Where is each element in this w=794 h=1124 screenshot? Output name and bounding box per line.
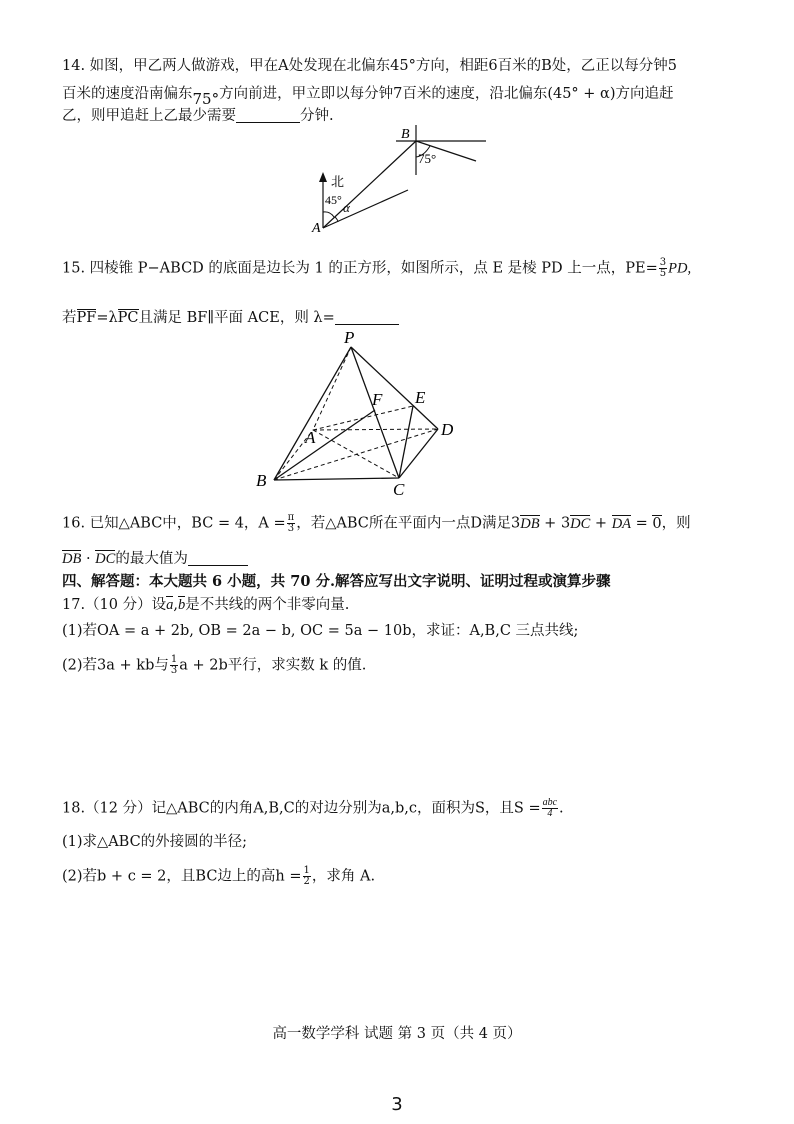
q16-text: + 3 [539, 515, 571, 532]
q15-text: PD, [668, 260, 692, 277]
page-number: 3 [391, 1094, 403, 1115]
frac-pi-3: $\frac{\pi}{3}$ [287, 512, 295, 534]
q14-figure [300, 120, 500, 245]
segment-ae [313, 406, 413, 430]
segment-ce [399, 406, 413, 478]
vector-db: DB [520, 515, 540, 532]
frac-1-2: $\frac{1}{2}$ [303, 865, 310, 887]
q15-text: =λ [96, 310, 118, 326]
q15-text: 若 [62, 310, 77, 326]
edge-pb [274, 347, 351, 480]
edge-ad [313, 429, 438, 430]
q18-text: . [559, 800, 564, 817]
q16-line-1 [62, 513, 691, 534]
edge-bc [274, 478, 399, 480]
answer-blank [335, 308, 399, 325]
vector-da: DA [611, 515, 632, 532]
q14-text: 乙，则甲追赶上乙最少需要 [62, 108, 236, 124]
q14-line-1: 14. 如图，甲乙两人做游戏，甲在A处发现在北偏东45°方向，相距6百米的B处，乙正以每分钟5 [62, 58, 677, 74]
label-alpha: α [343, 200, 350, 215]
label-75: 75° [418, 151, 437, 166]
angle-alpha-arc [335, 217, 338, 222]
label-b: B [256, 471, 267, 490]
vector-db: DB [62, 551, 82, 567]
q15-text: 15. 四棱锥 P−ABCD 的底面是边长为 1 的正方形，如图所示，点 E 是棱 PD 上一点，PE= [62, 260, 658, 277]
vector-b: b [177, 597, 186, 613]
vector-a: a [166, 597, 174, 613]
edge-pc [351, 347, 399, 478]
label-d: D [441, 420, 454, 439]
q17-intro [62, 595, 349, 615]
frac-1-3: $\frac{1}{3}$ [170, 654, 178, 676]
frac-abc-4: $\frac{\text{abc}}{4}$ [542, 797, 558, 819]
q16-text: ，若△ABC所在平面内一点D满足3 [296, 515, 521, 532]
q17-part-1: (1)若OA = a + 2b, OB = 2a − b, OC = 5a − 10b，求证：A,B,C 三点共线; [62, 623, 579, 639]
q16-text: + [590, 515, 612, 532]
q17-text: 17.（10 分）设 [62, 597, 167, 613]
page-footer: 高一数学学科 试题 第 3 页（共 4 页） [272, 1026, 522, 1042]
q16-text: 的最大值为 [115, 551, 188, 567]
label-b: B [401, 127, 410, 142]
q17-part-2 [62, 655, 366, 676]
q18-part-2 [62, 866, 375, 887]
edge-cd [399, 429, 438, 478]
q14-text: 百米的速度沿南偏东 [62, 86, 193, 102]
label-c: C [393, 480, 405, 499]
vector-dc: DC [570, 515, 591, 532]
label-a: A [305, 428, 316, 447]
q17-text: a + 2b平行，求实数 k 的值. [179, 657, 367, 674]
segment-bf [274, 410, 375, 480]
q16-text: = [631, 515, 653, 532]
vector-pc: PC [117, 310, 139, 326]
q16-text: 16. 已知△ABC中，BC = 4，A = [62, 515, 286, 532]
frac-3-5: $\frac{3}{5}$ [659, 257, 667, 279]
q18-text: 18.（12 分）记△ABC的内角A,B,C的对边分别为a,b,c，面积为S，且S = [62, 800, 541, 817]
label-e: E [415, 388, 426, 407]
north-arrowhead [319, 172, 327, 182]
q14-text: 分钟. [300, 108, 334, 124]
q15-line-1 [62, 258, 691, 279]
q15-text: 且满足 BF∥平面 ACE，则 λ= [138, 310, 335, 326]
q18-line-1 [62, 798, 564, 819]
q15-pyramid-figure [250, 325, 470, 500]
q14-line-3 [62, 106, 334, 126]
q18-text: ，求角 A. [311, 868, 376, 885]
answer-blank [188, 549, 248, 566]
q16-text: ，则 [661, 515, 691, 532]
angle-45-arc [323, 212, 334, 217]
q16-text: · [81, 551, 96, 567]
q17-text: , [173, 597, 178, 613]
label-a: A [312, 221, 321, 236]
q18-part-1: (1)求△ABC的外接圆的半径; [62, 834, 248, 850]
vector-pf: PF [76, 310, 97, 326]
answer-blank [236, 106, 300, 123]
edge-pa [313, 347, 351, 430]
q14-text: 方向前进，甲立即以每分钟7百米的速度，沿北偏东(45° + α)方向追赶 [219, 86, 674, 102]
section-heading: 四、解答题：本大题共 6 小题，共 70 分.解答应写出文字说明、证明过程或演算步骤 [62, 573, 611, 590]
q17-text: (2)若3a + kb与 [62, 657, 169, 674]
zero-vector: 0 [652, 515, 662, 532]
q18-text: (2)若b + c = 2，且BC边上的高h = [62, 868, 302, 885]
q16-line-2 [62, 549, 248, 569]
label-f: F [372, 390, 383, 409]
label-p: P [344, 328, 355, 347]
vector-dc: DC [95, 551, 116, 567]
label-45: 45° [325, 193, 342, 207]
q14-angle-75: 75° [192, 90, 220, 108]
q17-text: 是不共线的两个非零向量. [185, 597, 350, 613]
q14-line-2 [62, 83, 674, 108]
label-north: 北 [331, 174, 345, 189]
